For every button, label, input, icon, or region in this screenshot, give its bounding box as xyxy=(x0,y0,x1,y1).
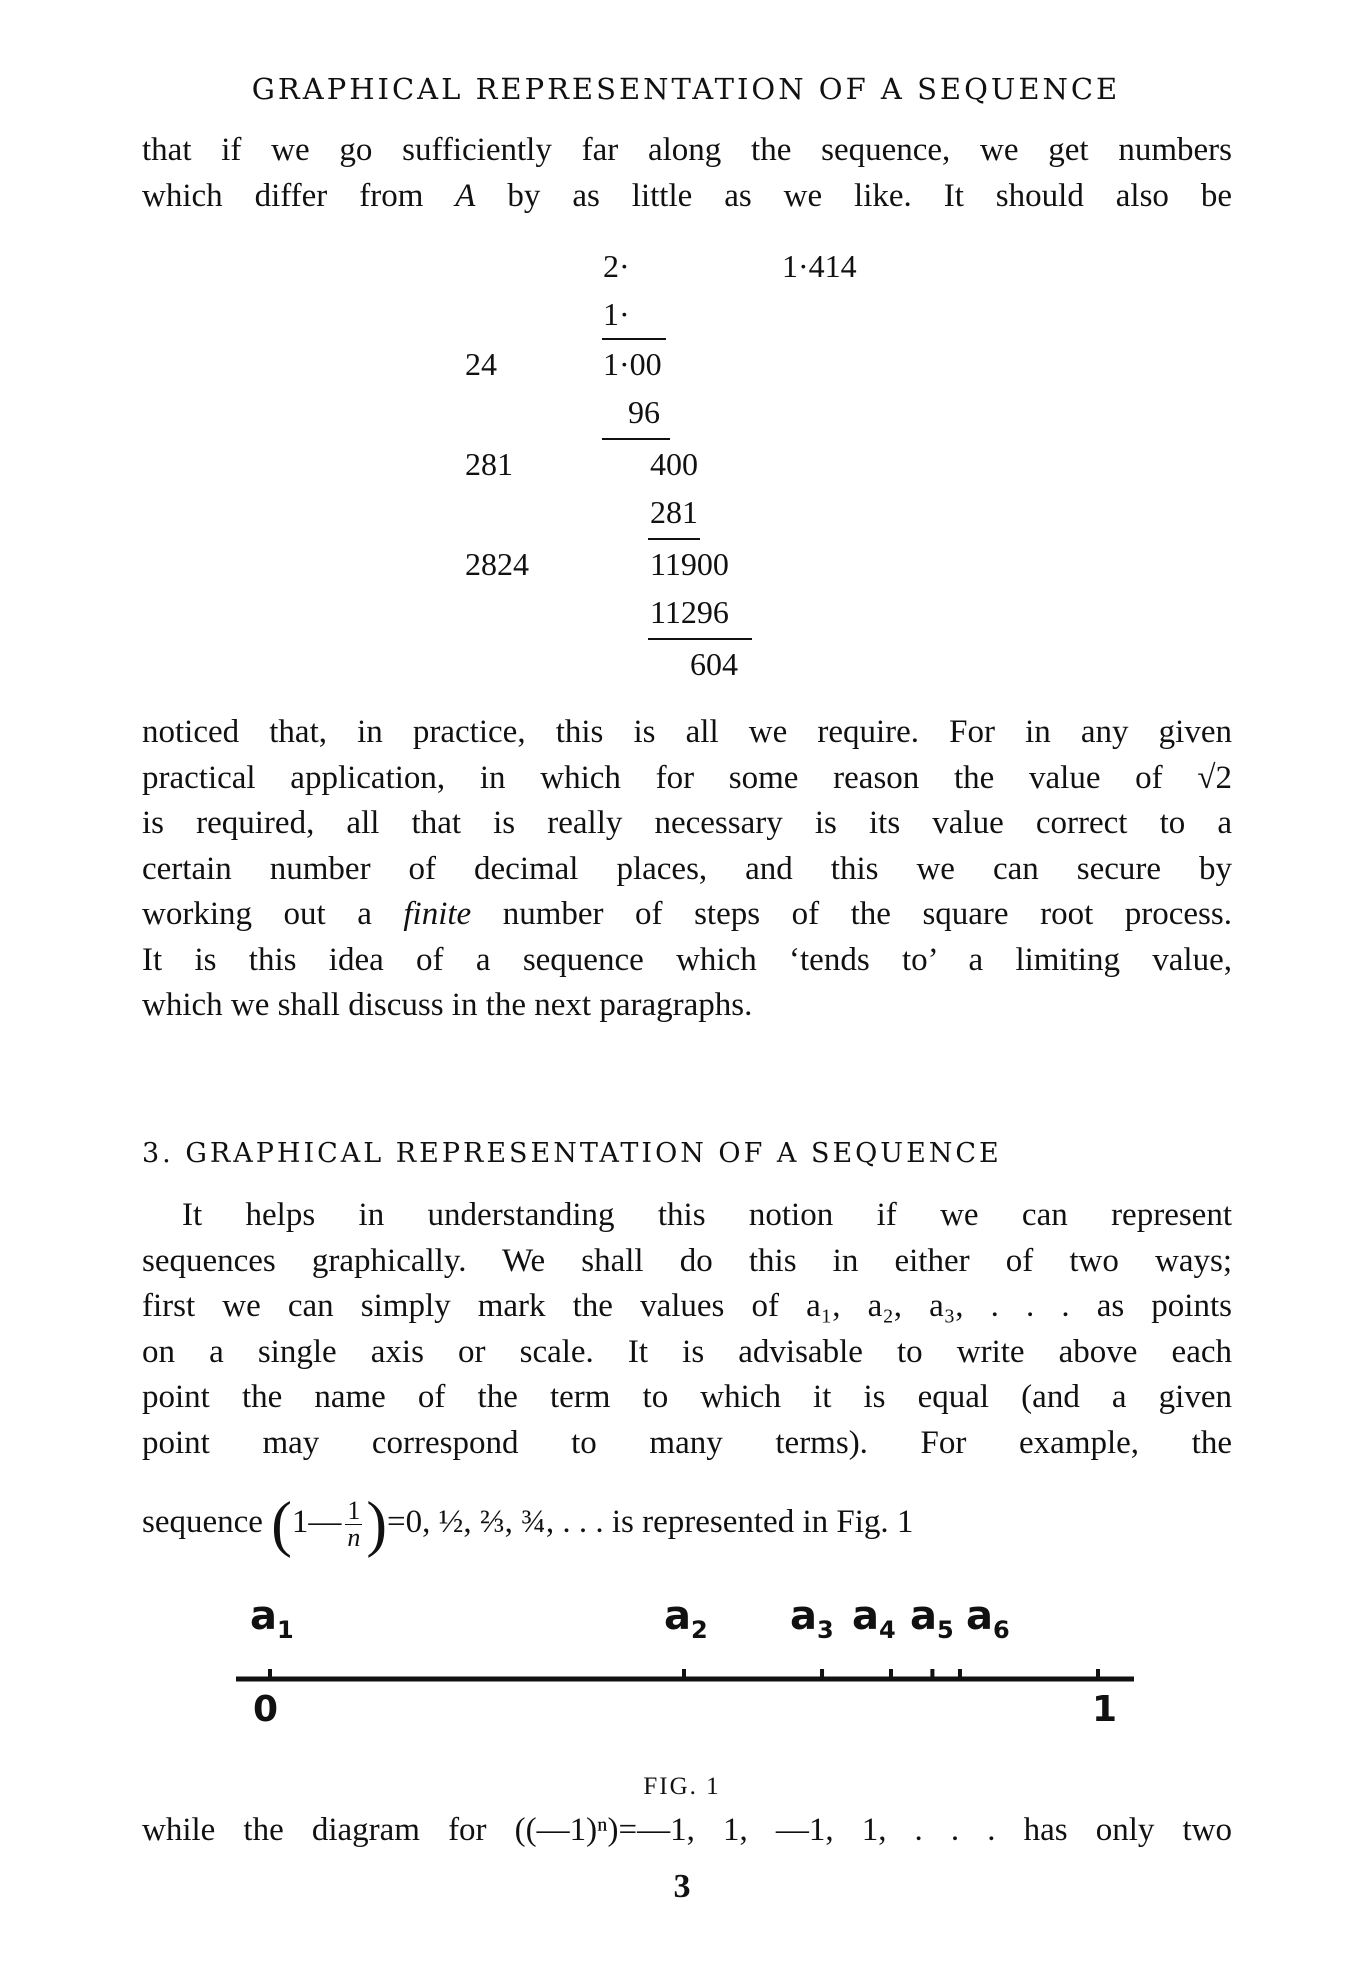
calc-rule-3 xyxy=(648,538,700,540)
calc-row-3: 1·00 xyxy=(603,346,662,382)
para2-line-1: noticed that, in practice, this is all we require. For in any given xyxy=(142,714,1232,750)
calc-row-8: 11296 xyxy=(650,594,729,630)
page-number: 3 xyxy=(673,1868,691,1905)
section-title: 3. GRAPHICAL REPRESENTATION OF A SEQUENCE xyxy=(142,1138,1002,1169)
calc-rule-4 xyxy=(648,638,752,640)
emphasis-finite: finite xyxy=(403,896,472,932)
calc-divisor-2: 281 xyxy=(465,446,513,482)
para3-line-2: sequences graphically. We shall do this in either of two ways; xyxy=(142,1242,1232,1279)
calc-row-2: 1· xyxy=(603,296,630,332)
para3-line-4: on a single axis or scale. It is advisable to write above each xyxy=(142,1333,1232,1370)
sequence-word: sequence xyxy=(142,1504,263,1541)
para2-line-2: practical application, in which for some reason the value of √2 xyxy=(142,759,1232,796)
label-a3-sub: 3 xyxy=(817,1616,834,1644)
calc-row-4: 96 xyxy=(628,394,660,430)
seq-minus: — xyxy=(308,1504,342,1541)
para2-line-7: which we shall discuss in the next paragraphs. xyxy=(142,987,753,1023)
para2-line-4: certain number of decimal places, and this we can secure by xyxy=(142,850,1232,887)
square-root-working xyxy=(0,0,1364,720)
para1-line-2-post: by as little as we like. It should also be xyxy=(475,177,1232,214)
figure-1 xyxy=(0,1585,1364,1755)
calc-rule-2 xyxy=(602,438,670,440)
frac-numerator: 1 xyxy=(347,1496,361,1525)
label-a3-letter: a xyxy=(790,1593,817,1639)
calc-row-5: 400 xyxy=(650,446,698,482)
paragraph-3 xyxy=(142,1193,1232,1466)
para3-line-5: point the name of the term to which it is equal (and a given xyxy=(142,1379,1232,1415)
calc-remainder: 604 xyxy=(690,646,738,682)
calc-row-7: 11900 xyxy=(650,546,729,582)
para2-line-6: It is this idea of a sequence which ‘tends to’ a limiting value, xyxy=(142,941,1232,978)
para3-line-1: It helps in understanding this notion if we can represent xyxy=(182,1197,1232,1233)
label-a1-sub: 1 xyxy=(277,1616,294,1644)
calc-divisor-3: 2824 xyxy=(465,546,529,582)
sequence-line xyxy=(142,1490,914,1559)
frac-denominator: n xyxy=(347,1523,361,1552)
axis-end-label: 1 xyxy=(1092,1689,1118,1730)
seq-one: 1 xyxy=(291,1504,309,1541)
fraction-1-over-n xyxy=(345,1498,362,1551)
label-a5-sub: 5 xyxy=(937,1616,954,1644)
calc-row-1-left: 2· xyxy=(603,248,630,284)
sequence-rest: =0, ½, ⅔, ¾, . . . is represented in Fig. 1 xyxy=(387,1504,914,1541)
para2-line-5-pre: working out a xyxy=(142,896,404,932)
variable-A: A xyxy=(455,177,476,214)
label-a4-letter: a xyxy=(852,1593,879,1639)
paragraph-2 xyxy=(142,710,1232,1029)
calc-result: 1·414 xyxy=(782,248,857,284)
last-line xyxy=(142,1812,1232,1849)
label-a2-letter: a xyxy=(664,1593,691,1639)
calc-divisor-1: 24 xyxy=(465,346,497,382)
calc-rule-1 xyxy=(602,338,666,340)
figure-caption: FIG. 1 xyxy=(643,1773,721,1800)
running-head: GRAPHICAL REPRESENTATION OF A SEQUENCE xyxy=(251,72,1121,106)
label-a6-letter: a xyxy=(966,1593,993,1639)
para1-line-2-pre: which differ from xyxy=(142,177,456,214)
label-a1-letter: a xyxy=(250,1593,277,1639)
para2-line-3: is required, all that is really necessary is its value correct to a xyxy=(142,805,1232,841)
para2-line-5 xyxy=(142,892,1232,938)
label-a4-sub: 4 xyxy=(879,1616,896,1644)
label-a6-sub: 6 xyxy=(993,1616,1010,1644)
close-paren: ) xyxy=(366,1490,387,1559)
label-a2-sub: 2 xyxy=(691,1616,708,1644)
axis-start-label: 0 xyxy=(253,1689,279,1730)
open-paren: ( xyxy=(271,1490,292,1559)
para3-line-6: point may correspond to many terms). For example, the xyxy=(142,1424,1232,1461)
last-line-text: while the diagram for ((—1)ⁿ)=—1, 1, —1, 1, . . . has only two xyxy=(142,1812,1232,1848)
calc-row-6: 281 xyxy=(650,494,698,530)
para3-line-3: first we can simply mark the values of a₁, a₂, a₃, . . . as points xyxy=(142,1288,1232,1324)
para1-line-1: that if we go sufficiently far along the sequence, we get numbers xyxy=(142,132,1232,168)
label-a5-letter: a xyxy=(910,1593,937,1639)
para2-line-5-post: number of steps of the square root process. xyxy=(471,896,1232,932)
number-line-svg xyxy=(0,1585,1364,1755)
